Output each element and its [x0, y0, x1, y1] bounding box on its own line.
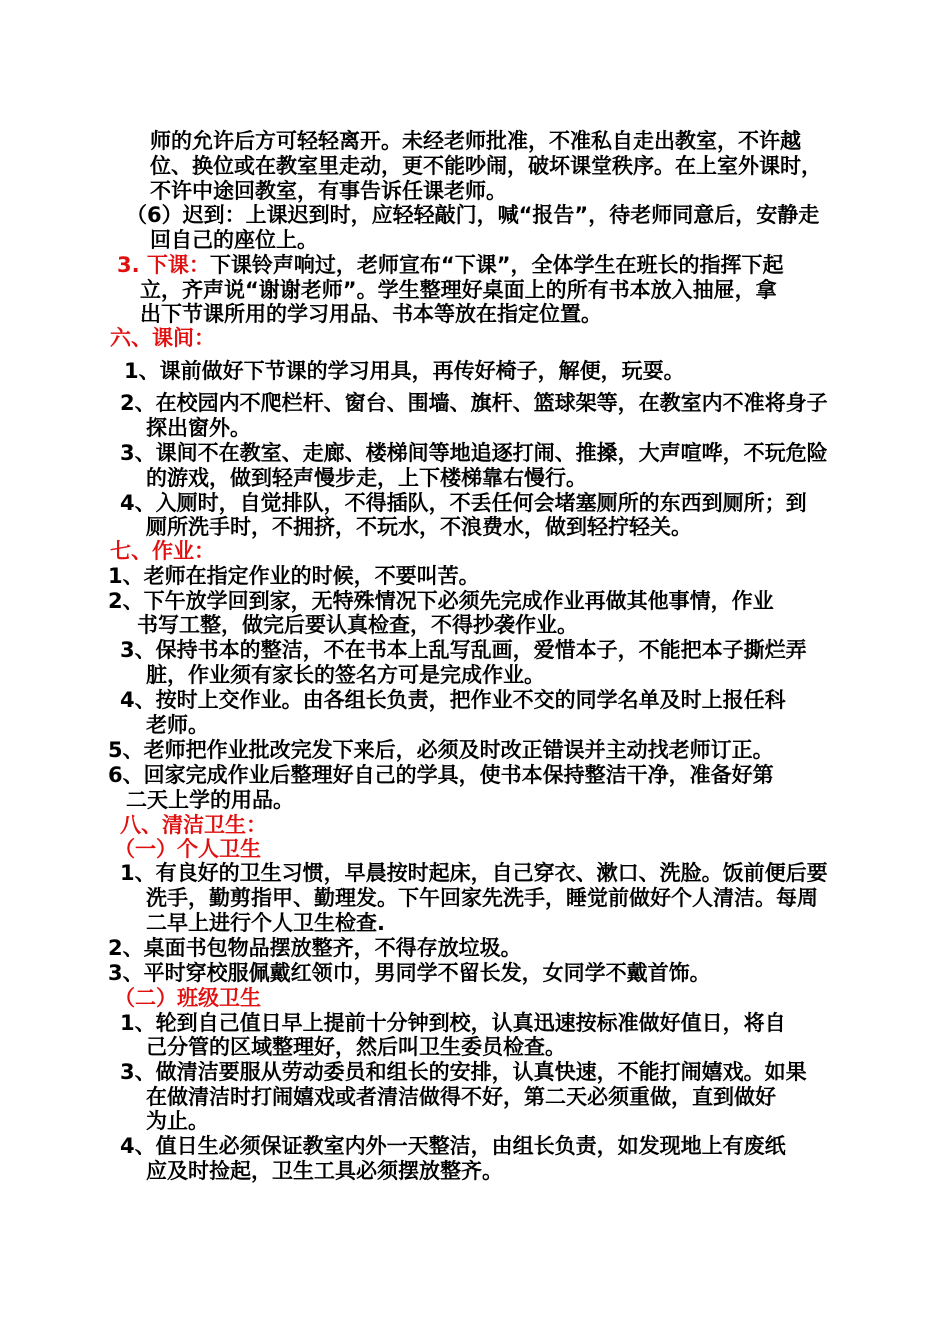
- paragraph-line: 应及时捡起，卫生工具必须摆放整齐。: [146, 1159, 503, 1183]
- paragraph-line: 3、平时穿校服佩戴红领巾，男同学不留长发，女同学不戴首饰。: [108, 961, 711, 985]
- paragraph-line: 为止。: [146, 1109, 209, 1133]
- paragraph-line: 不许中途回教室，有事告诉任课老师。: [150, 179, 507, 203]
- paragraph-line: 探出窗外。: [146, 416, 251, 440]
- paragraph-line: 己分管的区域整理好，然后叫卫生委员检查。: [146, 1035, 566, 1059]
- paragraph-line: 6、回家完成作业后整理好自己的学具，使书本保持整洁干净，准备好第: [108, 763, 774, 787]
- paragraph-line: 3、做清洁要服从劳动委员和组长的安排，认真快速，不能打闹嬉戏。如果: [120, 1060, 807, 1084]
- paragraph-line: 二天上学的用品。: [126, 788, 294, 812]
- paragraph-line: 2、在校园内不爬栏杆、窗台、围墙、旗杆、篮球架等，在教室内不准将身子: [120, 391, 828, 415]
- section-heading-hygiene: 八、清洁卫生：: [120, 813, 267, 837]
- paragraph-line: 3、课间不在教室、走廊、楼梯间等地追逐打闹、推搡，大声喧哗，不玩危险: [120, 441, 828, 465]
- section-heading-homework: 七、作业：: [110, 539, 215, 563]
- paragraph-line: 2、下午放学回到家，无特殊情况下必须先完成作业再做其他事情，作业: [108, 589, 774, 613]
- paragraph-line: 1、老师在指定作业的时候，不要叫苦。: [108, 564, 480, 588]
- paragraph-line: 1、有良好的卫生习惯，早晨按时起床，自己穿衣、漱口、洗脸。饭前便后要: [120, 861, 828, 885]
- paragraph-line: 书写工整，做完后要认真检查，不得抄袭作业。: [137, 613, 578, 637]
- paragraph-line: 1、课前做好下节课的学习用具，再传好椅子，解便，玩耍。: [124, 359, 685, 383]
- paragraph-line: 4、值日生必须保证教室内外一天整洁，由组长负责，如发现地上有废纸: [120, 1134, 786, 1158]
- subsection-heading-personal: （一）个人卫生: [114, 837, 261, 861]
- paragraph-line: 二早上进行个人卫生检查.: [146, 911, 385, 935]
- paragraph-line: （6）迟到：上课迟到时，应轻轻敲门，喊“报告”，待老师同意后，安静走: [126, 203, 820, 227]
- paragraph-line: 洗手，勤剪指甲、勤理发。下午回家先洗手，睡觉前做好个人清洁。每周: [146, 886, 818, 910]
- paragraph-text: 下课铃声响过，老师宣布“下课”，全体学生在班长的指挥下起: [209, 253, 784, 277]
- paragraph-line: 师的允许后方可轻轻离开。未经老师批准，不准私自走出教室，不许越: [150, 129, 801, 153]
- paragraph-line: 5、老师把作业批改完发下来后，必须及时改正错误并主动找老师订正。: [108, 738, 774, 762]
- paragraph-line: 3、保持书本的整洁，不在书本上乱写乱画，爱惜本子，不能把本子撕烂弄: [120, 638, 807, 662]
- section-heading-break: 六、课间：: [110, 326, 215, 350]
- paragraph-line: 的游戏，做到轻声慢步走，上下楼梯靠右慢行。: [146, 466, 587, 490]
- paragraph-line: [117, 252, 784, 278]
- paragraph-line: 脏，作业须有家长的签名方可是完成作业。: [146, 663, 545, 687]
- paragraph-line: 老师。: [146, 713, 209, 737]
- subsection-heading-class: （二）班级卫生: [114, 986, 261, 1010]
- paragraph-line: 回自己的座位上。: [150, 228, 318, 252]
- section-label-dismissal: 3. 下课：: [117, 253, 210, 277]
- paragraph-line: 出下节课所用的学习用品、书本等放在指定位置。: [140, 302, 602, 326]
- paragraph-line: 位、换位或在教室里走动，更不能吵闹，破坏课堂秩序。在上室外课时，: [150, 154, 822, 178]
- paragraph-line: 4、按时上交作业。由各组长负责，把作业不交的同学名单及时上报任科: [120, 688, 786, 712]
- paragraph-line: 2、桌面书包物品摆放整齐，不得存放垃圾。: [108, 936, 522, 960]
- paragraph-line: 1、轮到自己值日早上提前十分钟到校，认真迅速按标准做好值日，将自: [120, 1011, 786, 1035]
- paragraph-line: 在做清洁时打闹嬉戏或者清洁做得不好，第二天必须重做，直到做好: [146, 1085, 776, 1109]
- paragraph-line: 立，齐声说“谢谢老师”。学生整理好桌面上的所有书本放入抽屉，拿: [140, 278, 777, 302]
- paragraph-line: 4、入厕时，自觉排队，不得插队，不丢任何会堵塞厕所的东西到厕所；到: [120, 491, 807, 515]
- paragraph-line: 厕所洗手时，不拥挤，不玩水，不浪费水，做到轻拧轻关。: [146, 515, 692, 539]
